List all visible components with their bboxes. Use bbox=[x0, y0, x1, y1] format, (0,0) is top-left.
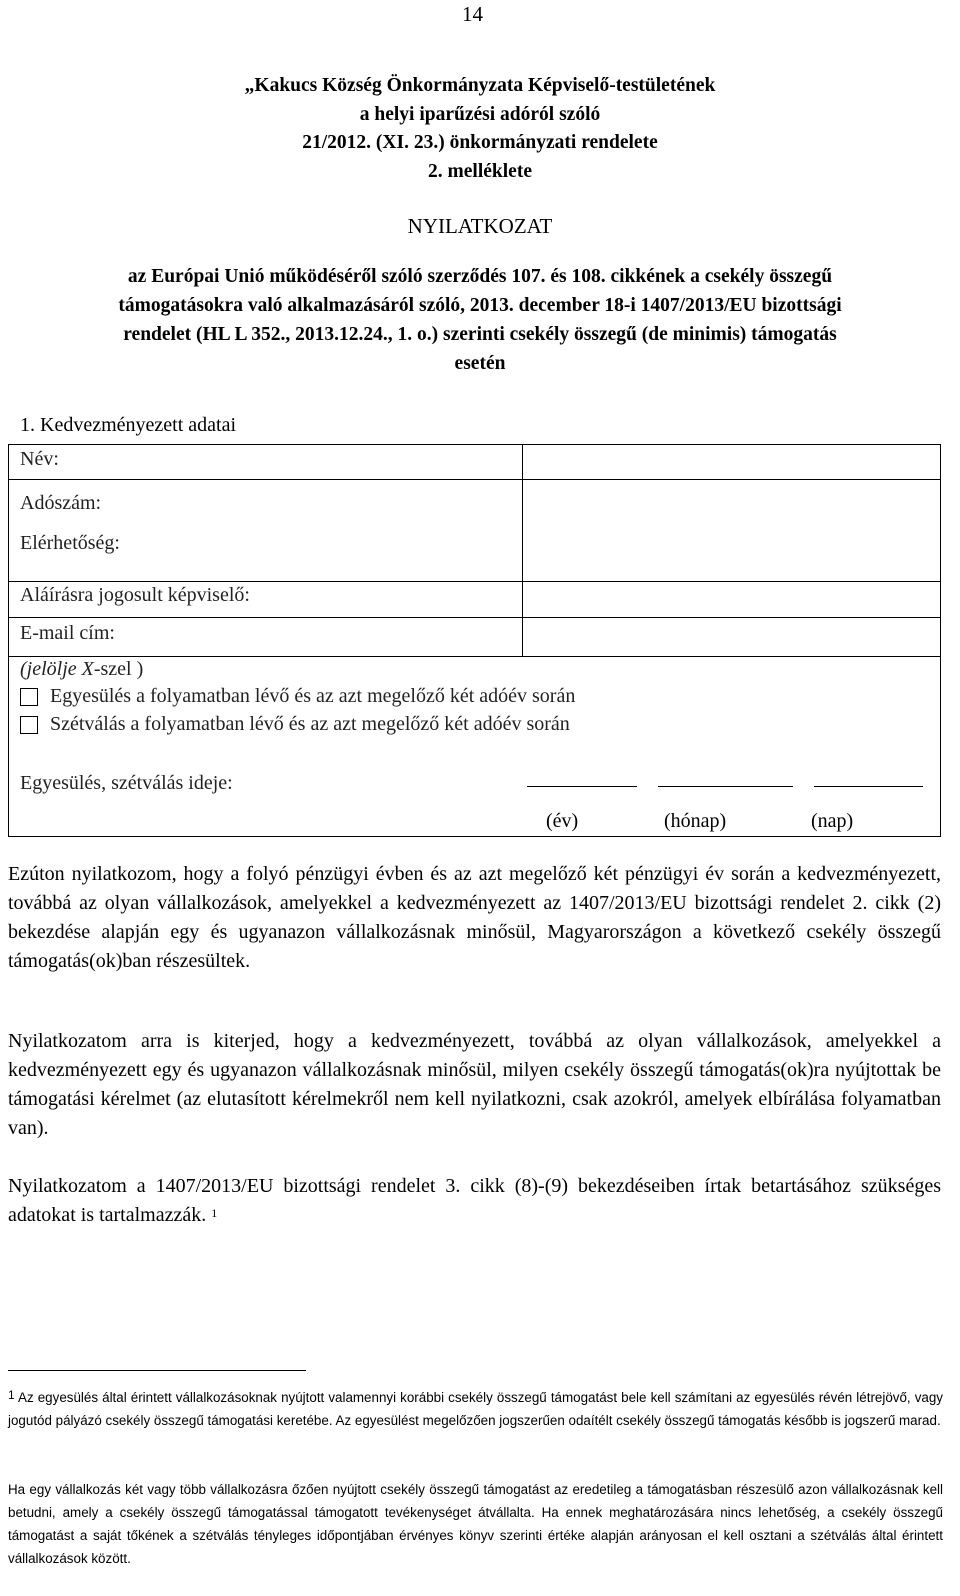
subtitle-line: támogatásokra való alkalmazásáról szóló, 2013. december 18-i 1407/2013/EU bizottsági bbox=[118, 295, 842, 316]
footnote bbox=[8, 1386, 943, 1432]
statement-text: Nyilatkozatom a 1407/2013/EU bizottsági rendelet 3. cikk (8)-(9) bekezdéseiben írtak betartásához szükséges adatokat is tartalmazzák. bbox=[8, 1175, 941, 1226]
split-checkbox[interactable] bbox=[20, 716, 38, 734]
mark-instruction bbox=[20, 658, 143, 681]
day-field[interactable] bbox=[814, 786, 923, 787]
row-divider bbox=[9, 479, 940, 480]
merger-checkbox-label: Egyesülés a folyamatban lévő és az azt megelőző két adóév során bbox=[50, 685, 576, 707]
row-divider bbox=[9, 617, 940, 618]
mark-instruction-rest: -szel ) bbox=[93, 658, 144, 680]
split-checkbox-label: Szétválás a folyamatban lévő és az azt megelőző két adóév során bbox=[50, 713, 570, 735]
mark-instruction-italic: (jelölje X bbox=[20, 658, 94, 680]
tax-number-label: Adószám: bbox=[20, 492, 102, 514]
subtitle-line: esetén bbox=[454, 353, 506, 374]
title-line: „Kakucs Község Önkormányzata Képviselő-testületének bbox=[244, 75, 716, 96]
date-label: Egyesülés, szétválás ideje: bbox=[20, 772, 233, 794]
footnote-continuation: Ha egy vállalkozás két vagy több vállalkozásra őzően nyújtott csekély összegű támogatást az eredetileg a támogatásban részesülő azon vállalkozásnak kell betudni, amely a csekély összegű támogatással támogatott tevékenységet átvállalta. Ha ennek meghatározására nincs lehetőség, a csekély összegű támogatást a saját tőkének a szétválás tényleges időpontjában érvényes könyv szerinti értéke alapján arányosan el kell osztani a szétválás által érintett vállalkozások között. bbox=[8, 1482, 943, 1566]
statement-paragraph bbox=[8, 1172, 941, 1230]
statement-paragraph: Nyilatkozatom arra is kiterjed, hogy a kedvezményezett, továbbá az olyan vállalkozások, amelyekkel a kedvezményezett egy és ugyanazon vállalkozásnak minősül, milyen csekély összegű támogatás(ok)ra nyújtottak be támogatási kérelmet (az elutasított kérelmekről nem kell nyilatkozni, csak azokról, amelyek elbírálása folyamatban van). bbox=[8, 1030, 941, 1139]
title-line: 2. melléklete bbox=[428, 160, 532, 182]
beneficiary-form bbox=[8, 444, 941, 837]
title-line: a helyi iparűzési adóról szóló bbox=[359, 103, 601, 125]
statement-paragraph: Ezúton nyilatkozom, hogy a folyó pénzügyi évben és az azt megelőző két pénzügyi év során a kedvezményezett, továbbá az olyan vállalkozások, amelyekkel a kedvezményezett az 1407/2013/EU bizottsági rendelet 2. cikk (2) bekezdése alapján egy és ugyanazon vállalkozásnak minősül, Magyarországon a következő csekély összegű támogatás(ok)ban részesültek. bbox=[8, 863, 941, 972]
declaration-heading: NYILATKOZAT bbox=[407, 214, 553, 238]
section-title: 1. Kedvezményezett adatai bbox=[20, 414, 236, 436]
year-field[interactable] bbox=[527, 786, 637, 787]
document-title bbox=[0, 72, 960, 186]
column-divider bbox=[522, 445, 523, 656]
title-line: 21/2012. (XI. 23.) önkormányzati rendelete bbox=[302, 132, 658, 153]
month-caption: (hónap) bbox=[664, 810, 727, 832]
month-field[interactable] bbox=[658, 786, 793, 787]
year-caption: (év) bbox=[546, 810, 579, 832]
footnote-separator bbox=[8, 1370, 306, 1371]
signatory-label: Aláírásra jogosult képviselő: bbox=[20, 584, 250, 606]
subtitle-line: az Európai Unió működéséről szóló szerződés 107. és 108. cikkének a csekély összegű bbox=[127, 266, 833, 287]
page-number: 14 bbox=[462, 2, 483, 26]
name-label: Név: bbox=[20, 448, 59, 470]
footnote-text: Az egyesülés által érintett vállalkozásoknak nyújtott valamennyi korábbi csekély összegű támogatást bele kell számítani az egyesülés révén létrejövő, vagy jogutód pályázó csekély összegű támogatási keretébe. Az egyesülést megelőzően jogszerűen odaítélt csekély összegű támogatás később is jogszerű marad. bbox=[8, 1390, 943, 1428]
contact-label: Elérhetőség: bbox=[20, 532, 120, 554]
day-caption: (nap) bbox=[811, 810, 854, 832]
footnote-marker: 1 bbox=[8, 1388, 15, 1402]
declaration-subtitle bbox=[0, 262, 960, 378]
footnote-reference[interactable]: 1 bbox=[211, 1206, 218, 1220]
row-divider bbox=[9, 656, 940, 657]
subtitle-line: rendelet (HL L 352., 2013.12.24., 1. o.) szerinti csekély összegű (de minimis) támogatás bbox=[123, 324, 837, 345]
merger-checkbox[interactable] bbox=[20, 688, 38, 706]
row-divider bbox=[9, 581, 940, 582]
email-label: E-mail cím: bbox=[20, 622, 115, 644]
